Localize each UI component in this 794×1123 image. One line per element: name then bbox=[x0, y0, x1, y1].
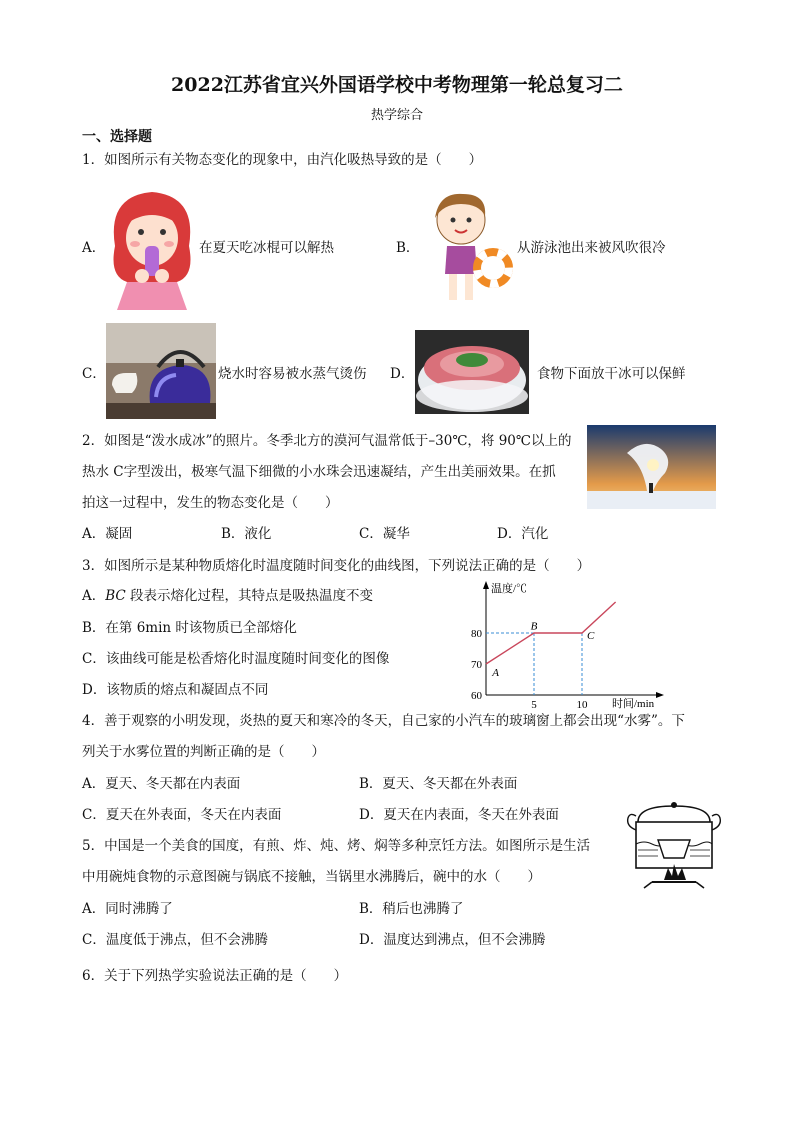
q3-option-b: B．在第 6min 时该物质已全部熔化 bbox=[82, 620, 297, 636]
section-heading: 一、选择题 bbox=[82, 129, 152, 145]
q5-line-2: 中用碗炖食物的示意图碗与锅底不接触，当锅里水沸腾后，碗中的水（ ） bbox=[82, 869, 541, 885]
page-subtitle: 热学综合 bbox=[370, 108, 423, 123]
point-label-a: A bbox=[492, 666, 499, 679]
point-label-b: B bbox=[530, 620, 538, 633]
q1-option-d-text: 食物下面放干冰可以保鲜 bbox=[537, 366, 686, 382]
q5-line-1: 5．中国是一个美食的国度，有煎、炸、炖、烤、焖等多种烹饪方法。如图所示是生活 bbox=[82, 838, 591, 854]
q5-option-b: B．稍后也沸腾了 bbox=[359, 901, 464, 917]
x-axis-label: 时间/min bbox=[612, 698, 655, 710]
y-axis-arrow bbox=[483, 581, 489, 589]
splash-water-ice-photo bbox=[587, 425, 716, 509]
kettle-photo bbox=[106, 323, 216, 419]
q4-option-b: B．夏天、冬天都在外表面 bbox=[359, 776, 518, 792]
swimmer-girl-image bbox=[419, 190, 517, 304]
q3-stem: 3．如图所示是某种物质熔化时温度随时间变化的曲线图，下列说法正确的是（ ） bbox=[82, 558, 591, 574]
q5-option-d: D．温度达到沸点，但不会沸腾 bbox=[359, 932, 546, 948]
q3-option-d: D．该物质的熔点和凝固点不同 bbox=[82, 682, 269, 698]
q4-line-2: 列关于水雾位置的判断正确的是（ ） bbox=[82, 744, 325, 760]
q5-option-c: C．温度低于沸点，但不会沸腾 bbox=[82, 932, 268, 948]
x-tick-label: 10 bbox=[576, 699, 588, 710]
q3-option-a-rest: 段表示熔化过程，其特点是吸热温度不变 bbox=[125, 588, 374, 604]
melting-curve-chart bbox=[460, 578, 665, 710]
y-axis-label: 温度/℃ bbox=[491, 583, 528, 595]
melting-curve-line bbox=[486, 602, 616, 664]
q1-stem: 1．如图所示有关物态变化的现象中，由汽化吸热导致的是（ ） bbox=[82, 152, 483, 168]
q5-option-a: A．同时沸腾了 bbox=[82, 901, 173, 917]
q4-option-c: C．夏天在外表面，冬天在内表面 bbox=[82, 807, 282, 823]
q3-option-a-bc: BC bbox=[105, 588, 126, 604]
x-tick-label: 5 bbox=[531, 699, 537, 710]
y-tick-label: 70 bbox=[471, 659, 482, 671]
q2-line-3: 拍这一过程中，发生的物态变化是（ ） bbox=[82, 495, 339, 511]
q3-option-a-prefix: A． bbox=[82, 588, 106, 604]
y-tick-label: 60 bbox=[471, 690, 482, 702]
q1-option-a-text: 在夏天吃冰棍可以解热 bbox=[199, 240, 334, 256]
q1-option-b-label: B． bbox=[396, 240, 420, 256]
y-tick-label: 80 bbox=[471, 628, 482, 640]
q1-option-c-label: C． bbox=[82, 366, 106, 382]
q2-line-2: 热水 C字型泼出，极寒气温下细微的小水珠会迅速凝结，产生出美丽效果。在抓 bbox=[82, 464, 556, 480]
q4-line-1: 4．善于观察的小明发现，炎热的夏天和寒冷的冬天，自己家的小汽车的玻璃窗上都会出现“水雾”。下 bbox=[82, 713, 685, 729]
x-axis-arrow bbox=[656, 692, 664, 698]
girl-eating-popsicle-image bbox=[107, 186, 197, 310]
dry-ice-meat-platter-photo bbox=[415, 330, 529, 414]
q3-option-c: C．该曲线可能是松香熔化时温度随时间变化的图像 bbox=[82, 651, 390, 667]
q1-option-b-text: 从游泳池出来被风吹很冷 bbox=[517, 240, 666, 256]
q2-option-b: B．液化 bbox=[221, 526, 272, 542]
q4-option-a: A．夏天、冬天都在内表面 bbox=[82, 776, 241, 792]
q6-stem: 6．关于下列热学实验说法正确的是（ ） bbox=[82, 968, 348, 984]
q2-option-d: D．汽化 bbox=[497, 526, 549, 542]
point-label-c: C bbox=[586, 629, 595, 642]
q1-option-c-text: 烧水时容易被水蒸气烫伤 bbox=[218, 366, 367, 382]
q4-option-d: D．夏天在内表面，冬天在外表面 bbox=[359, 807, 559, 823]
pot-and-bowl-diagram bbox=[624, 800, 724, 890]
q1-option-a-label: A． bbox=[82, 240, 106, 256]
page-title: 2022江苏省宜兴外国语学校中考物理第一轮总复习二 bbox=[171, 74, 623, 96]
q1-option-d-label: D． bbox=[390, 366, 415, 382]
q2-option-a: A．凝固 bbox=[82, 526, 133, 542]
q2-line-1: 2．如图是“泼水成冰”的照片。冬季北方的漠河气温常低于–30℃，将 90℃以上的 bbox=[82, 433, 572, 449]
q2-option-c: C．凝华 bbox=[359, 526, 410, 542]
q3-option-a bbox=[82, 586, 373, 606]
